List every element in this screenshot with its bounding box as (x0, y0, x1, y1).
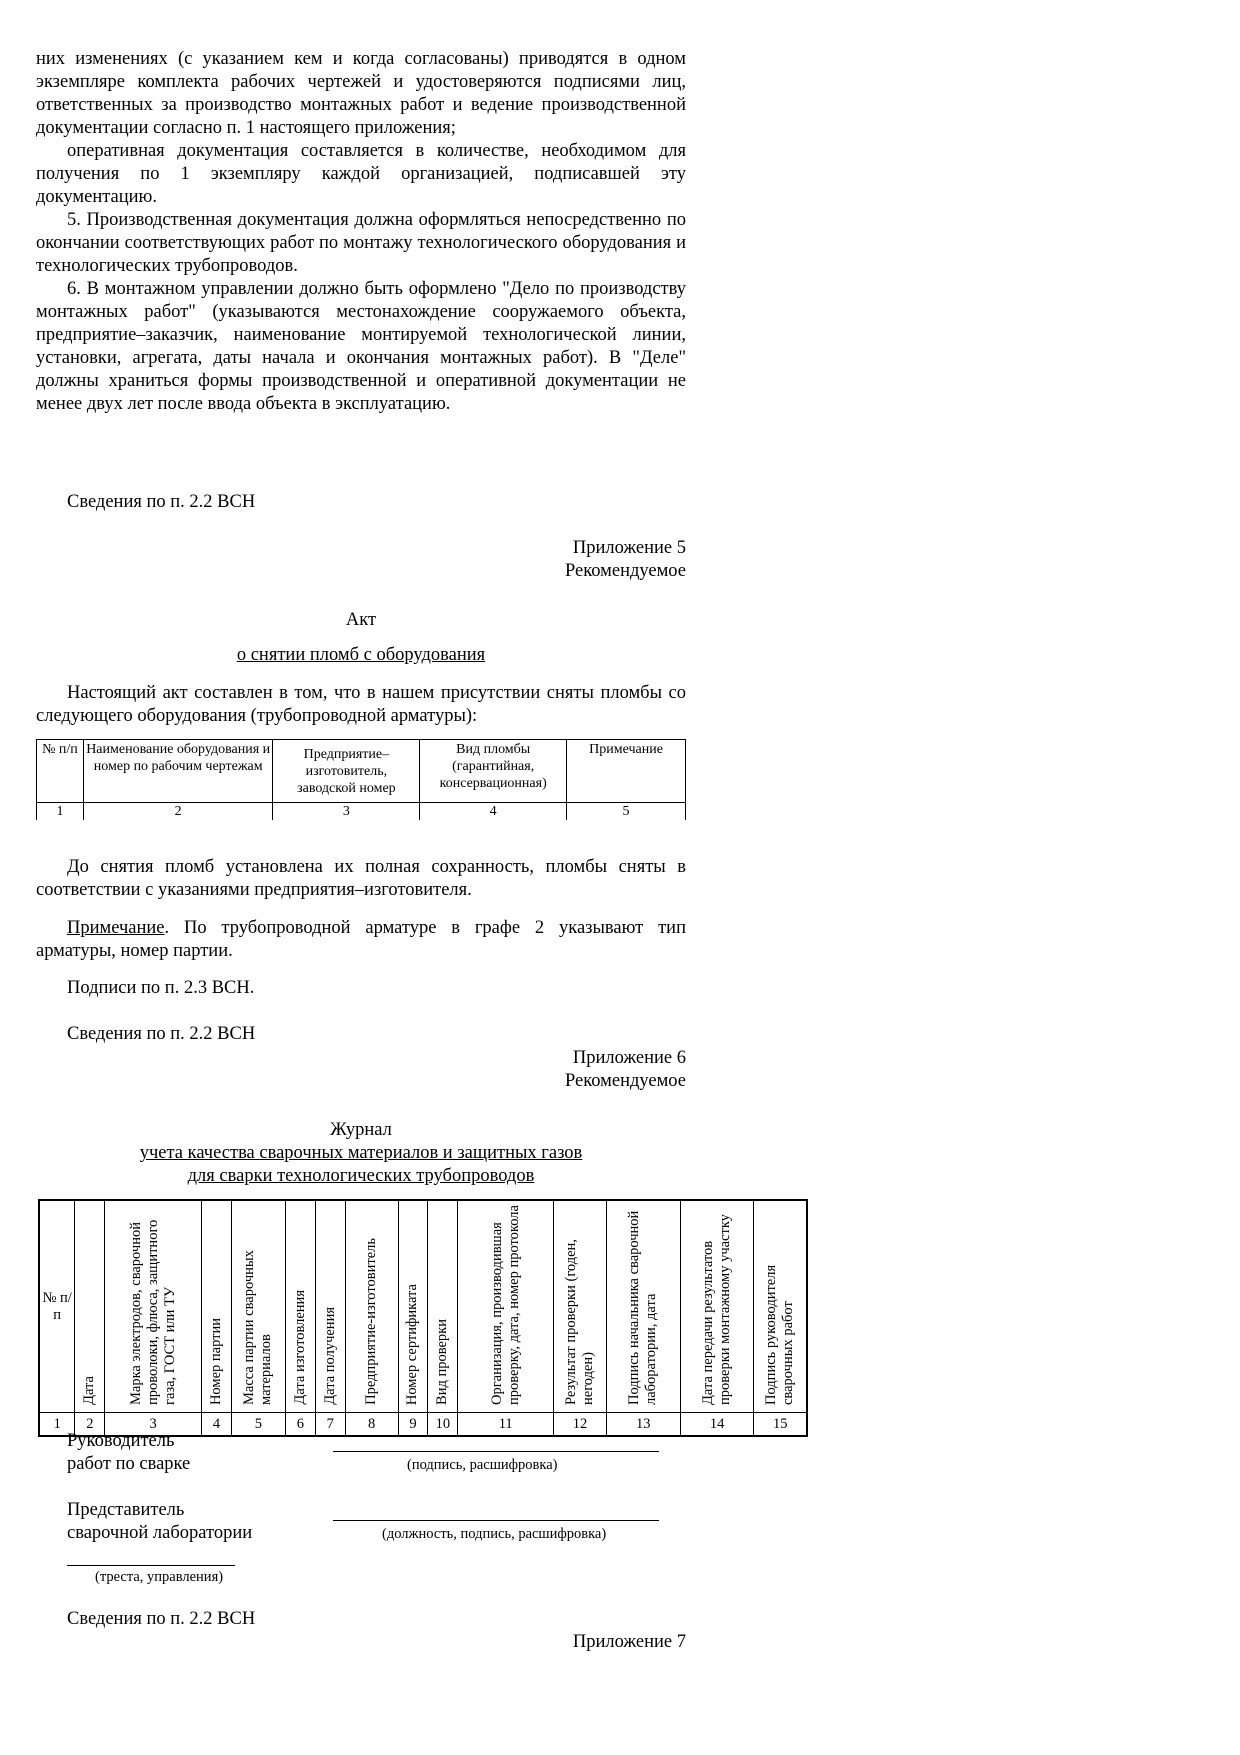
number-cell: 1 (39, 1413, 75, 1437)
number-cell: 7 (315, 1413, 345, 1437)
header-cell: Масса партии сварочных материалов (241, 1250, 275, 1405)
sig-head-line1: Руководитель (67, 1431, 175, 1451)
appendix5-signatures-block (36, 977, 686, 1000)
appendix5-subtitle-block (36, 644, 686, 667)
paragraph-4: 6. В монтажном управлении должно быть оформлено "Дело по производству монтажных работ" (указываются местонахождение сооружаемого объекта, предприятие–заказчик, наименование монтируемой технологической линии, установки, агрегата, даты начала и окончания монтажных работ). В "Деле" должны храниться формы производственной и оперативной документации не менее двух лет после ввода объекта в эксплуатацию. (36, 279, 686, 414)
appendix5-after-block (36, 856, 686, 902)
svedeniya-3-block (36, 1608, 686, 1654)
header-cell: Предприятие–изготовитель, заводской номер (273, 740, 420, 803)
number-cell: 5 (567, 803, 686, 821)
appendix5-after-text: До снятия пломб установлена их полная сохранность, пломбы сняты в соответствии с указаниями предприятия–изготовителя. (36, 857, 686, 900)
appendix7-label: Приложение 7 (572, 1632, 686, 1652)
appendix6-title: Журнал (330, 1120, 392, 1140)
note-label: Примечание (67, 918, 165, 938)
welding-materials-journal-table (38, 1199, 808, 1437)
number-cell: 12 (554, 1413, 607, 1437)
trust-hint: (треста, управления) (95, 1569, 224, 1585)
sig-head-line2: работ по сварке (67, 1454, 191, 1474)
header-cell: Результат проверки (годен, негоден) (562, 1239, 596, 1405)
appendix5-status: Рекомендуемое (564, 561, 686, 581)
number-cell: 13 (606, 1413, 680, 1437)
header-cell: Дата передачи результатов проверки монтажному участку (700, 1214, 734, 1405)
appendix6-status: Рекомендуемое (564, 1071, 686, 1091)
appendix5-label: Приложение 5 (572, 538, 686, 558)
appendix5-note-block (36, 917, 686, 963)
paragraph-3: 5. Производственная документация должна оформляться непосредственно по окончании соответствующих работ по монтажу технологического оборудования и технологических трубопроводов. (36, 210, 686, 276)
header-cell: Вид проверки (434, 1319, 451, 1405)
header-cell: № п/п (39, 1200, 75, 1413)
header-cell: Наименование оборудования и номер по рабочим чертежам (83, 740, 273, 803)
header-cell: Марка электродов, сварочной проволоки, флюса, защитного газа, ГОСТ или ТУ (127, 1219, 178, 1405)
svedeniya-1: Сведения по п. 2.2 ВСН (67, 492, 256, 512)
appendix6-label: Приложение 6 (572, 1048, 686, 1068)
svedeniya-2: Сведения по п. 2.2 ВСН (67, 1024, 256, 1044)
header-cell: Организация, производившая проверку, дата, номер протокола (488, 1205, 522, 1405)
number-cell: 8 (345, 1413, 398, 1437)
table-number-row (37, 803, 686, 821)
header-cell: № п/п (37, 740, 84, 803)
number-cell: 2 (83, 803, 273, 821)
sig-lab-underline (333, 1520, 659, 1521)
header-cell: Подпись начальника сварочной лаборатории, дата (626, 1210, 660, 1405)
header-cell: Дата (81, 1376, 98, 1405)
appendix5-intro-block (36, 682, 686, 728)
sig-head-hint: (подпись, расшифровка) (407, 1457, 558, 1473)
seal-removal-table (36, 739, 686, 820)
number-cell: 10 (428, 1413, 458, 1437)
appendix5-signatures: Подписи по п. 2.3 ВСН. (67, 978, 255, 998)
top-text-block (36, 48, 686, 416)
header-cell: Вид пломбы (гарантийная, консервационная) (420, 740, 567, 803)
header-cell: Подпись руководителя сварочных работ (763, 1264, 797, 1405)
appendix5-subtitle: о снятии пломб с оборудования (236, 645, 486, 665)
note-text: . По трубопроводной арматуре в графе 2 указывают тип арматуры, номер партии. (36, 918, 686, 961)
sig-lab-line1: Представитель (67, 1500, 185, 1520)
number-cell: 15 (754, 1413, 807, 1437)
appendix5-header (36, 537, 686, 583)
sig-head-underline (333, 1451, 659, 1452)
appendix5-note (36, 917, 686, 963)
header-cell: Номер партии (208, 1317, 224, 1405)
appendix6-subtitle-2: для сварки технологических трубопроводов (187, 1166, 535, 1186)
header-cell: Дата изготовления (291, 1290, 308, 1405)
svedeniya-3: Сведения по п. 2.2 ВСН (67, 1609, 256, 1629)
appendix5-title-block (36, 609, 686, 632)
number-cell: 2 (75, 1413, 105, 1437)
trust-underline (67, 1565, 235, 1566)
appendix5-intro: Настоящий акт составлен в том, что в нашем присутствии сняты пломбы со следующего оборудования (трубопроводной арматуры): (36, 683, 686, 726)
number-cell: 9 (398, 1413, 428, 1437)
number-cell: 5 (231, 1413, 285, 1437)
appendix5-title: Акт (345, 610, 377, 630)
appendix6-title-block (36, 1119, 686, 1188)
paragraph-2: оперативная документация составляется в количестве, необходимом для получения по 1 экземпляру каждой организацией, подписавшей эту документацию. (36, 141, 686, 207)
paragraph-1: них изменениях (с указанием кем и когда согласованы) приводятся в одном экземпляре комплекта рабочих чертежей и удостоверяются подписями лиц, ответственных за производство монтажных работ и ведение производственной документации согласно п. 1 настоящего приложения; (36, 49, 686, 138)
sig-lab-hint: (должность, подпись, расшифровка) (382, 1526, 607, 1542)
header-cell: Предприятие-изготовитель (363, 1238, 380, 1405)
number-cell: 11 (458, 1413, 554, 1437)
svedeniya-2-block (36, 1023, 686, 1046)
header-cell: Номер сертификата (404, 1283, 421, 1405)
appendix6-header (36, 1047, 686, 1093)
number-cell: 1 (37, 803, 84, 821)
appendix6-subtitle-1: учета качества сварочных материалов и защитных газов (139, 1143, 583, 1163)
sig-lab-line2: сварочной лаборатории (67, 1523, 253, 1543)
header-cell: Дата получения (321, 1307, 338, 1405)
journal-header-row (39, 1200, 807, 1413)
number-cell: 3 (105, 1413, 202, 1437)
number-cell: 4 (420, 803, 567, 821)
number-cell: 3 (273, 803, 420, 821)
svedeniya-1-block (36, 491, 686, 514)
header-cell: Примечание (567, 740, 686, 803)
number-cell: 6 (285, 1413, 315, 1437)
number-cell: 14 (680, 1413, 754, 1437)
number-cell: 4 (202, 1413, 232, 1437)
table-header-row (37, 740, 686, 803)
